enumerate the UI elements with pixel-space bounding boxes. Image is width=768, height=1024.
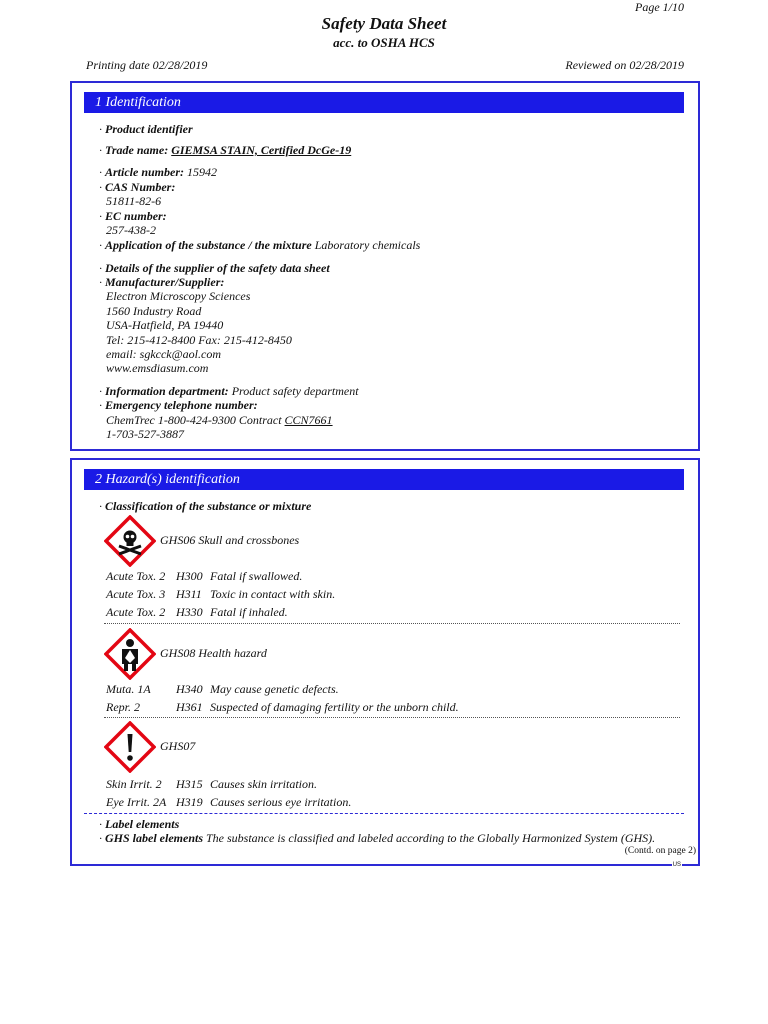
product-identifier: · Product identifier: [99, 122, 193, 136]
supplier-website: www.emsdiasum.com: [106, 361, 209, 375]
ghs08-label: GHS08 Health hazard: [160, 646, 267, 660]
health-hazard-icon: [104, 628, 156, 680]
region-tag: US: [672, 862, 681, 868]
supplier-phone: Tel: 215-412-8400 Fax: 215-412-8450: [106, 333, 292, 347]
printing-date: Printing date 02/28/2019: [86, 58, 208, 72]
hazard-row: Repr. 2 H361 Suspected of damaging fertility or the unborn child.: [106, 700, 459, 714]
trade-name-line: · Trade name: GIEMSA STAIN, Certified DcGe-19: [99, 143, 352, 157]
hazard-row: Acute Tox. 2 H300 Fatal if swallowed.: [106, 569, 303, 583]
section-2-heading: 2 Hazard(s) identification: [84, 469, 684, 490]
cas-number-label: · CAS Number:: [99, 180, 176, 194]
document-subtitle: acc. to OSHA HCS: [333, 35, 435, 50]
hazard-row: Acute Tox. 3 H311 Toxic in contact with skin.: [106, 587, 336, 601]
emergency-line-1: ChemTrec 1-800-424-9300 Contract CCN7661: [106, 413, 333, 427]
separator: [104, 623, 680, 624]
section-1-heading: 1 Identification: [84, 92, 684, 113]
label-elements-label: · Label elements: [99, 817, 180, 831]
supplier-name: Electron Microscopy Sciences: [106, 289, 251, 303]
separator: [84, 813, 684, 814]
info-department-line: · Information department: Product safety department: [99, 384, 359, 398]
hazard-row: Eye Irrit. 2A H319 Causes serious eye irritation.: [106, 795, 352, 809]
emergency-line-2: 1-703-527-3887: [106, 427, 184, 441]
page-number: Page 1/10: [635, 0, 684, 14]
document-title: Safety Data Sheet: [321, 14, 447, 33]
ec-number-label: · EC number:: [99, 209, 167, 223]
contract-number: CCN7661: [284, 413, 333, 427]
supplier-email: email: sgkcck@aol.com: [106, 347, 221, 361]
manufacturer-label: · Manufacturer/Supplier:: [99, 275, 225, 289]
hazard-row: Skin Irrit. 2 H315 Causes skin irritation.: [106, 777, 318, 791]
supplier-details-label: · Details of the supplier of the safety data sheet: [99, 261, 330, 275]
supplier-city: USA-Hatfield, PA 19440: [106, 318, 224, 332]
application-line: · Application of the substance / the mixture Laboratory chemicals: [99, 238, 421, 252]
separator: [104, 717, 680, 718]
ghs07-label: GHS07: [160, 739, 196, 753]
hazard-row: Acute Tox. 2 H330 Fatal if inhaled.: [106, 605, 288, 619]
skull-and-crossbones-icon: [104, 515, 156, 567]
supplier-street: 1560 Industry Road: [106, 304, 202, 318]
trade-name-value: GIEMSA STAIN, Certified DcGe-19: [171, 143, 352, 157]
ghs06-label: GHS06 Skull and crossbones: [160, 533, 300, 547]
continued-note: (Contd. on page 2): [624, 846, 696, 856]
ec-number-value: 257-438-2: [106, 223, 156, 237]
article-number-line: · Article number: 15942: [99, 165, 218, 179]
emergency-label: · Emergency telephone number:: [99, 398, 258, 412]
reviewed-date: Reviewed on 02/28/2019: [565, 58, 684, 72]
cas-number-value: 51811-82-6: [106, 194, 162, 208]
ghs-label-elements-line: · GHS label elements The substance is classified and labeled according to the Globally Harmonized System (GHS).: [99, 831, 656, 845]
hazard-row: Muta. 1A H340 May cause genetic defects.: [106, 682, 339, 696]
exclamation-mark-icon: [104, 721, 156, 773]
classification-label: · Classification of the substance or mixture: [99, 499, 312, 513]
